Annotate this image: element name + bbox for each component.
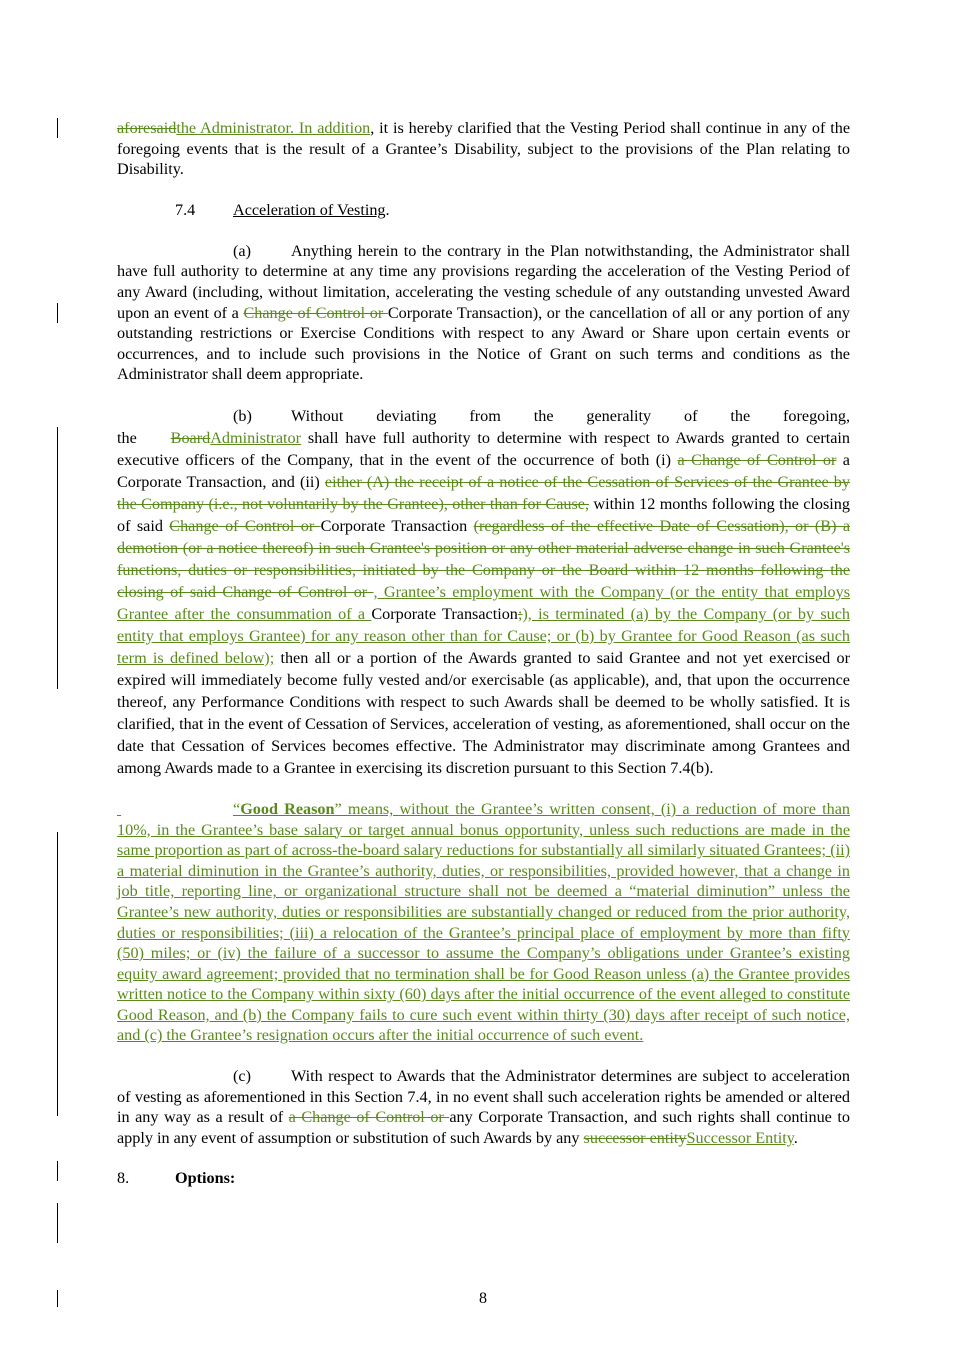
deleted-text: aforesaid bbox=[117, 119, 177, 137]
paragraph-a bbox=[117, 241, 850, 385]
body-text: shall have full authority to determine with respect to Awards granted to certain executive officers of the Company, that in the event of the occurrence of both (i) bbox=[117, 428, 851, 469]
defined-term: Good Reason bbox=[240, 799, 335, 818]
inserted-text: ), is terminated (a) by the Company (or by such entity that employs Grantee) for any reason other than for Cause; or (b) by Grantee for Good Reason (as such term is defined below); bbox=[117, 604, 850, 667]
change-bar bbox=[57, 1161, 58, 1181]
change-bar bbox=[57, 303, 58, 323]
body-text: any Corporate Transaction, and such rights shall continue to apply in any event of assumption or substitution of such Awards by any bbox=[117, 1108, 850, 1147]
paragraph-label: (a) bbox=[233, 241, 251, 260]
inserted-text: ” means, without the Grantee’s written consent, (i) a reduction of more than 10%, in the Grantee’s base salary or target annual bonus opportunity, unless such reductions are made in the same proportion as part of across-the-board salary reductions for substantially all similarly situated Grantees; (ii) a material diminution in the Grantee’s authority, duties, or responsibilities, provided however, that a change in job title, reporting line, or organizational structure shall not be deemed a “material diminution” unless the Grantee’s new authority, duties or responsibilities are substantially changed or reduced from the prior authority, duties or responsibilities; (iii) a relocation of the Grantee’s principal place of employment by more than fifty (50) miles; or (iv) the failure of a successor to assume the Company’s obligations under Grantee’s existing equity award agreement; provided that no termination shall be for Good Reason unless (a) the Grantee provides written notice to the Company within sixty (60) days after the initial occurrence of the event alleged to constitute Good Reason, and (b) the Company fails to cure such event within thirty (30) days after receipt of such notice, and (c) the Grantee’s resignation occurs after the initial occurrence of such event. bbox=[117, 799, 850, 1045]
section-title-wrap bbox=[233, 200, 390, 221]
section-number: 7.4 bbox=[175, 200, 196, 219]
deleted-text: Change of Control or bbox=[169, 516, 321, 535]
change-bar bbox=[57, 832, 58, 1116]
deleted-text: either (A) the receipt of a notice of the Cessation of Services of the Grantee by the Company (i.e., not voluntarily by the Grantee), other than for Cause, bbox=[117, 472, 850, 513]
section-heading-8 bbox=[117, 1168, 850, 1189]
section-title: Acceleration of Vesting bbox=[233, 200, 386, 219]
paragraph-label: (b) bbox=[233, 406, 252, 425]
deleted-text: ; bbox=[517, 604, 523, 623]
paragraph-b bbox=[117, 405, 850, 779]
good-reason-definition bbox=[117, 799, 850, 1046]
deleted-text: a Change of Control or bbox=[288, 1108, 450, 1127]
body-text: then all or a portion of the Awards granted to said Grantee and not yet exercised or expired will immediately become fully vested and/or exercisable (as applicable), and, that upon the occurrence thereof, any Performance Conditions with respect to such Awards shall be deemed to be wholly satisfied. It is clarified, that in the event of Cessation of Services, acceleration of vesting, as aforementioned, shall occur on the date that Cessation of Services becomes effective. The Administrator may discriminate among Grantees and among Awards made to a Grantee in exercising its discretion pursuant to this Section 7.4(b). bbox=[117, 648, 850, 777]
section-heading-7-4 bbox=[117, 200, 850, 221]
inserted-text: , Grantee’s employment with the Company (or the entity that employs Grantee after the consummation of a bbox=[117, 582, 850, 623]
change-bar bbox=[57, 1203, 58, 1243]
change-bar bbox=[57, 118, 58, 138]
paragraph-label: (c) bbox=[233, 1067, 251, 1086]
deleted-text: a Change of Control or bbox=[677, 450, 837, 469]
inserted-text: Administrator bbox=[210, 428, 302, 447]
body-text: . bbox=[793, 1128, 798, 1147]
section-title: Options: bbox=[175, 1169, 236, 1188]
section-title-period: . bbox=[385, 200, 390, 219]
body-text: a Corporate Transaction, and (ii) bbox=[117, 450, 850, 491]
deleted-text: Change of Control or bbox=[243, 303, 388, 322]
inserted-indent bbox=[117, 799, 233, 820]
deleted-text: (regardless of the effective Date of Cessation), or (B) a demotion (or a notice thereof) in such Grantee's position or any other material adverse change in such Grantee's functions, duties or responsibilities, initiated by the Company or the Board within 12 months following the closing of said Change of Control or bbox=[117, 516, 850, 601]
body-text: Corporate Transaction bbox=[371, 604, 518, 623]
body-text: Anything herein to the contrary in the Plan notwithstanding, the Administrator shall have full authority to determine at any time any provisions regarding the acceleration of the Vesting Period of any Award (including, without limitation, accelerating the vesting schedule of any outstanding unvested Award upon an event of a bbox=[117, 241, 850, 322]
body-text: Corporate Transaction bbox=[320, 516, 474, 535]
body-text: Without deviating from the generality of the foregoing, the bbox=[117, 406, 850, 447]
page-number: 8 bbox=[479, 1290, 487, 1307]
deleted-text: successor entity bbox=[583, 1128, 687, 1147]
inserted-text: Successor Entity bbox=[686, 1128, 794, 1147]
document-body bbox=[117, 118, 850, 1189]
paragraph-continuation bbox=[117, 118, 850, 180]
section-number: 8. bbox=[117, 1169, 130, 1188]
paragraph-c bbox=[117, 1066, 850, 1148]
body-text: Corporate Transaction), or the cancellation of all or any portion of any outstanding restrictions or Exercise Conditions with respect to any Award or Share upon certain events or occurrences, and to include such provisions in the Notice of Grant on such terms and conditions as the Administrator shall deem appropriate. bbox=[117, 303, 850, 384]
body-text: With respect to Awards that the Administrator determines are subject to acceleration of vesting as aforementioned in this Section 7.4, in no event shall such acceleration rights be amended or altered in any way as a result of bbox=[117, 1067, 850, 1127]
inserted-text: the Administrator. In addition bbox=[176, 119, 371, 137]
inserted-text: “ bbox=[233, 799, 241, 818]
body-text: , it is hereby clarified that the Vesting Period shall continue in any of the foregoing events that is the result of a Grantee’s Disability, subject to the provisions of the Plan relating to Disability. bbox=[117, 119, 851, 179]
change-bar bbox=[57, 427, 58, 689]
body-text: within 12 months following the closing of said bbox=[117, 494, 850, 535]
deleted-text: Board bbox=[170, 428, 211, 447]
